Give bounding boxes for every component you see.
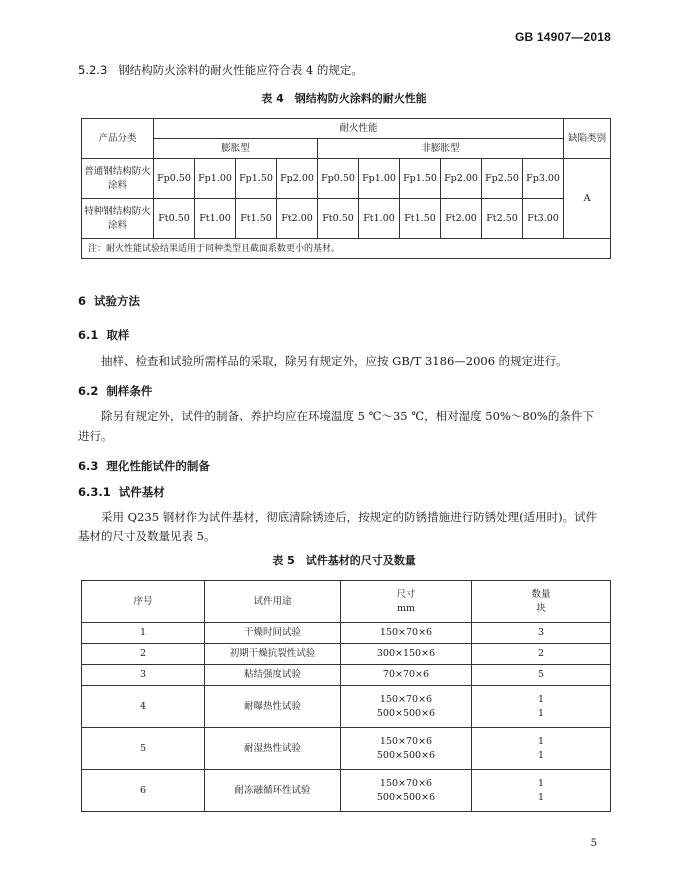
table-row: [82, 199, 611, 239]
cell-size: [341, 686, 472, 728]
cell: Ft0.50: [318, 199, 359, 239]
size-line: 150×70×6: [379, 735, 433, 747]
header-non-expanding: 非膨胀型: [318, 139, 564, 159]
cell-size: 150×70×6: [341, 623, 472, 644]
cell-qty: 2: [472, 644, 611, 665]
cell-qty: [472, 728, 611, 770]
qty-line: 1: [537, 735, 545, 747]
section-number: 6: [78, 294, 87, 308]
section-6-1-text: 抽样、检查和试验所需样品的采取，除另有规定外，应按 GB/T 3186—2006 的规定进行。: [101, 354, 568, 368]
section-6-3-1-text-line1: 采用 Q235 钢材作为试件基材，彻底清除锈迹后，按规定的防锈措施进行防锈处理(适用时)。试件: [101, 510, 598, 524]
table-row: [82, 644, 611, 665]
cell-qty: 5: [472, 665, 611, 686]
section-6-3-1-text-line2: 基材的尺寸及数量见表 5。: [78, 529, 216, 543]
header-seq: 序号: [82, 581, 205, 623]
cell-seq: 6: [82, 770, 205, 812]
row-name: 特种钢结构防火涂料: [82, 199, 154, 239]
header-category: 产品分类: [82, 119, 154, 159]
cell: Ft1.00: [359, 199, 400, 239]
cell-use: 耐湿热性试验: [205, 728, 341, 770]
cell: Ft2.50: [482, 199, 523, 239]
cell: Fp2.50: [482, 159, 523, 199]
size-line: 150×70×6: [379, 777, 433, 789]
cell: Fp1.50: [236, 159, 277, 199]
cell-qty: 3: [472, 623, 611, 644]
cell: Fp0.50: [154, 159, 195, 199]
header-fire-performance: 耐火性能: [154, 119, 564, 139]
table4-note: 注：耐火性能试验结果适用于同种类型且截面系数更小的基材。: [82, 239, 611, 259]
header-expanding: 膨胀型: [154, 139, 318, 159]
size-line: 500×500×6: [376, 791, 436, 803]
qty-line: 1: [537, 777, 545, 789]
header-qty-label: 数量: [531, 588, 551, 600]
clause-5-2-3: [78, 60, 363, 80]
section-title: 理化性能试件的制备: [106, 459, 210, 473]
page-number: 5: [590, 838, 597, 849]
qty-line: 1: [537, 707, 545, 719]
section-6-1-heading: [78, 327, 129, 343]
section-6-3-1-heading: [78, 484, 165, 500]
cell: Ft1.50: [236, 199, 277, 239]
header-qty-unit: 块: [536, 602, 546, 614]
table5-caption: 表 5 试件基材的尺寸及数量: [272, 554, 416, 567]
cell: Fp2.00: [441, 159, 482, 199]
clause-number: 5.2.3: [78, 63, 108, 77]
cell-size: 70×70×6: [341, 665, 472, 686]
cell-size: 300×150×6: [341, 644, 472, 665]
cell-size: [341, 770, 472, 812]
cell-use: 干燥时间试验: [205, 623, 341, 644]
table-row: [82, 623, 611, 644]
cell-use: 耐冻融循环性试验: [205, 770, 341, 812]
cell: Fp1.00: [195, 159, 236, 199]
table-row: [82, 728, 611, 770]
cell-seq: 1: [82, 623, 205, 644]
cell: Ft1.00: [195, 199, 236, 239]
size-line: 500×500×6: [376, 707, 436, 719]
cell-seq: 2: [82, 644, 205, 665]
qty-line: 1: [537, 791, 545, 803]
cell: Ft0.50: [154, 199, 195, 239]
section-number: 6.2: [78, 384, 99, 398]
row-name: 普通钢结构防火涂料: [82, 159, 154, 199]
cell-seq: 5: [82, 728, 205, 770]
section-title: 取样: [106, 328, 130, 342]
section-title: 试件基材: [118, 485, 165, 499]
cell: Ft2.00: [277, 199, 318, 239]
cell: Fp3.00: [523, 159, 564, 199]
header-defect-class: 缺陷类别: [564, 119, 611, 159]
defect-value: A: [564, 159, 611, 239]
cell: Ft1.50: [400, 199, 441, 239]
cell: Ft3.00: [523, 199, 564, 239]
clause-text: 钢结构防火涂料的耐火性能应符合表 4 的规定。: [118, 63, 363, 77]
cell: Fp2.00: [277, 159, 318, 199]
section-6-3-heading: [78, 458, 210, 474]
header-qty: [472, 581, 611, 623]
header-size-unit: mm: [396, 602, 416, 614]
size-line: 150×70×6: [379, 693, 433, 705]
table-row: [82, 770, 611, 812]
section-title: 试验方法: [94, 294, 141, 308]
section-6-heading: [78, 293, 140, 309]
header-size: [341, 581, 472, 623]
cell: Fp1.00: [359, 159, 400, 199]
cell-seq: 3: [82, 665, 205, 686]
qty-line: 1: [537, 749, 545, 761]
cell-size: [341, 728, 472, 770]
size-line: 500×500×6: [376, 749, 436, 761]
header-size-label: 尺寸: [396, 588, 416, 600]
table-4: [81, 118, 611, 259]
section-6-2-heading: [78, 383, 152, 399]
table-row: [82, 665, 611, 686]
cell-use: 粘结强度试验: [205, 665, 341, 686]
table-5: [81, 580, 611, 812]
cell-seq: 4: [82, 686, 205, 728]
table-row: [82, 686, 611, 728]
cell-qty: [472, 770, 611, 812]
header-use: 试件用途: [205, 581, 341, 623]
section-number: 6.1: [78, 328, 99, 342]
cell: Ft2.00: [441, 199, 482, 239]
cell-use: 初期干燥抗裂性试验: [205, 644, 341, 665]
section-6-2-text-line1: 除另有规定外，试件的制备、养护均应在环境温度 5 ℃～35 ℃，相对湿度 50%～80%的条件下: [101, 409, 594, 423]
cell-qty: [472, 686, 611, 728]
standard-number: GB 14907—2018: [515, 30, 611, 44]
cell: Fp1.50: [400, 159, 441, 199]
section-title: 制样条件: [106, 384, 153, 398]
section-6-2-text-line2: 进行。: [78, 429, 113, 443]
table-row: [82, 159, 611, 199]
qty-line: 1: [537, 693, 545, 705]
section-number: 6.3: [78, 459, 99, 473]
section-number: 6.3.1: [78, 485, 111, 499]
cell-use: 耐曝热性试验: [205, 686, 341, 728]
table4-caption: 表 4 钢结构防火涂料的耐火性能: [261, 92, 427, 105]
cell: Fp0.50: [318, 159, 359, 199]
